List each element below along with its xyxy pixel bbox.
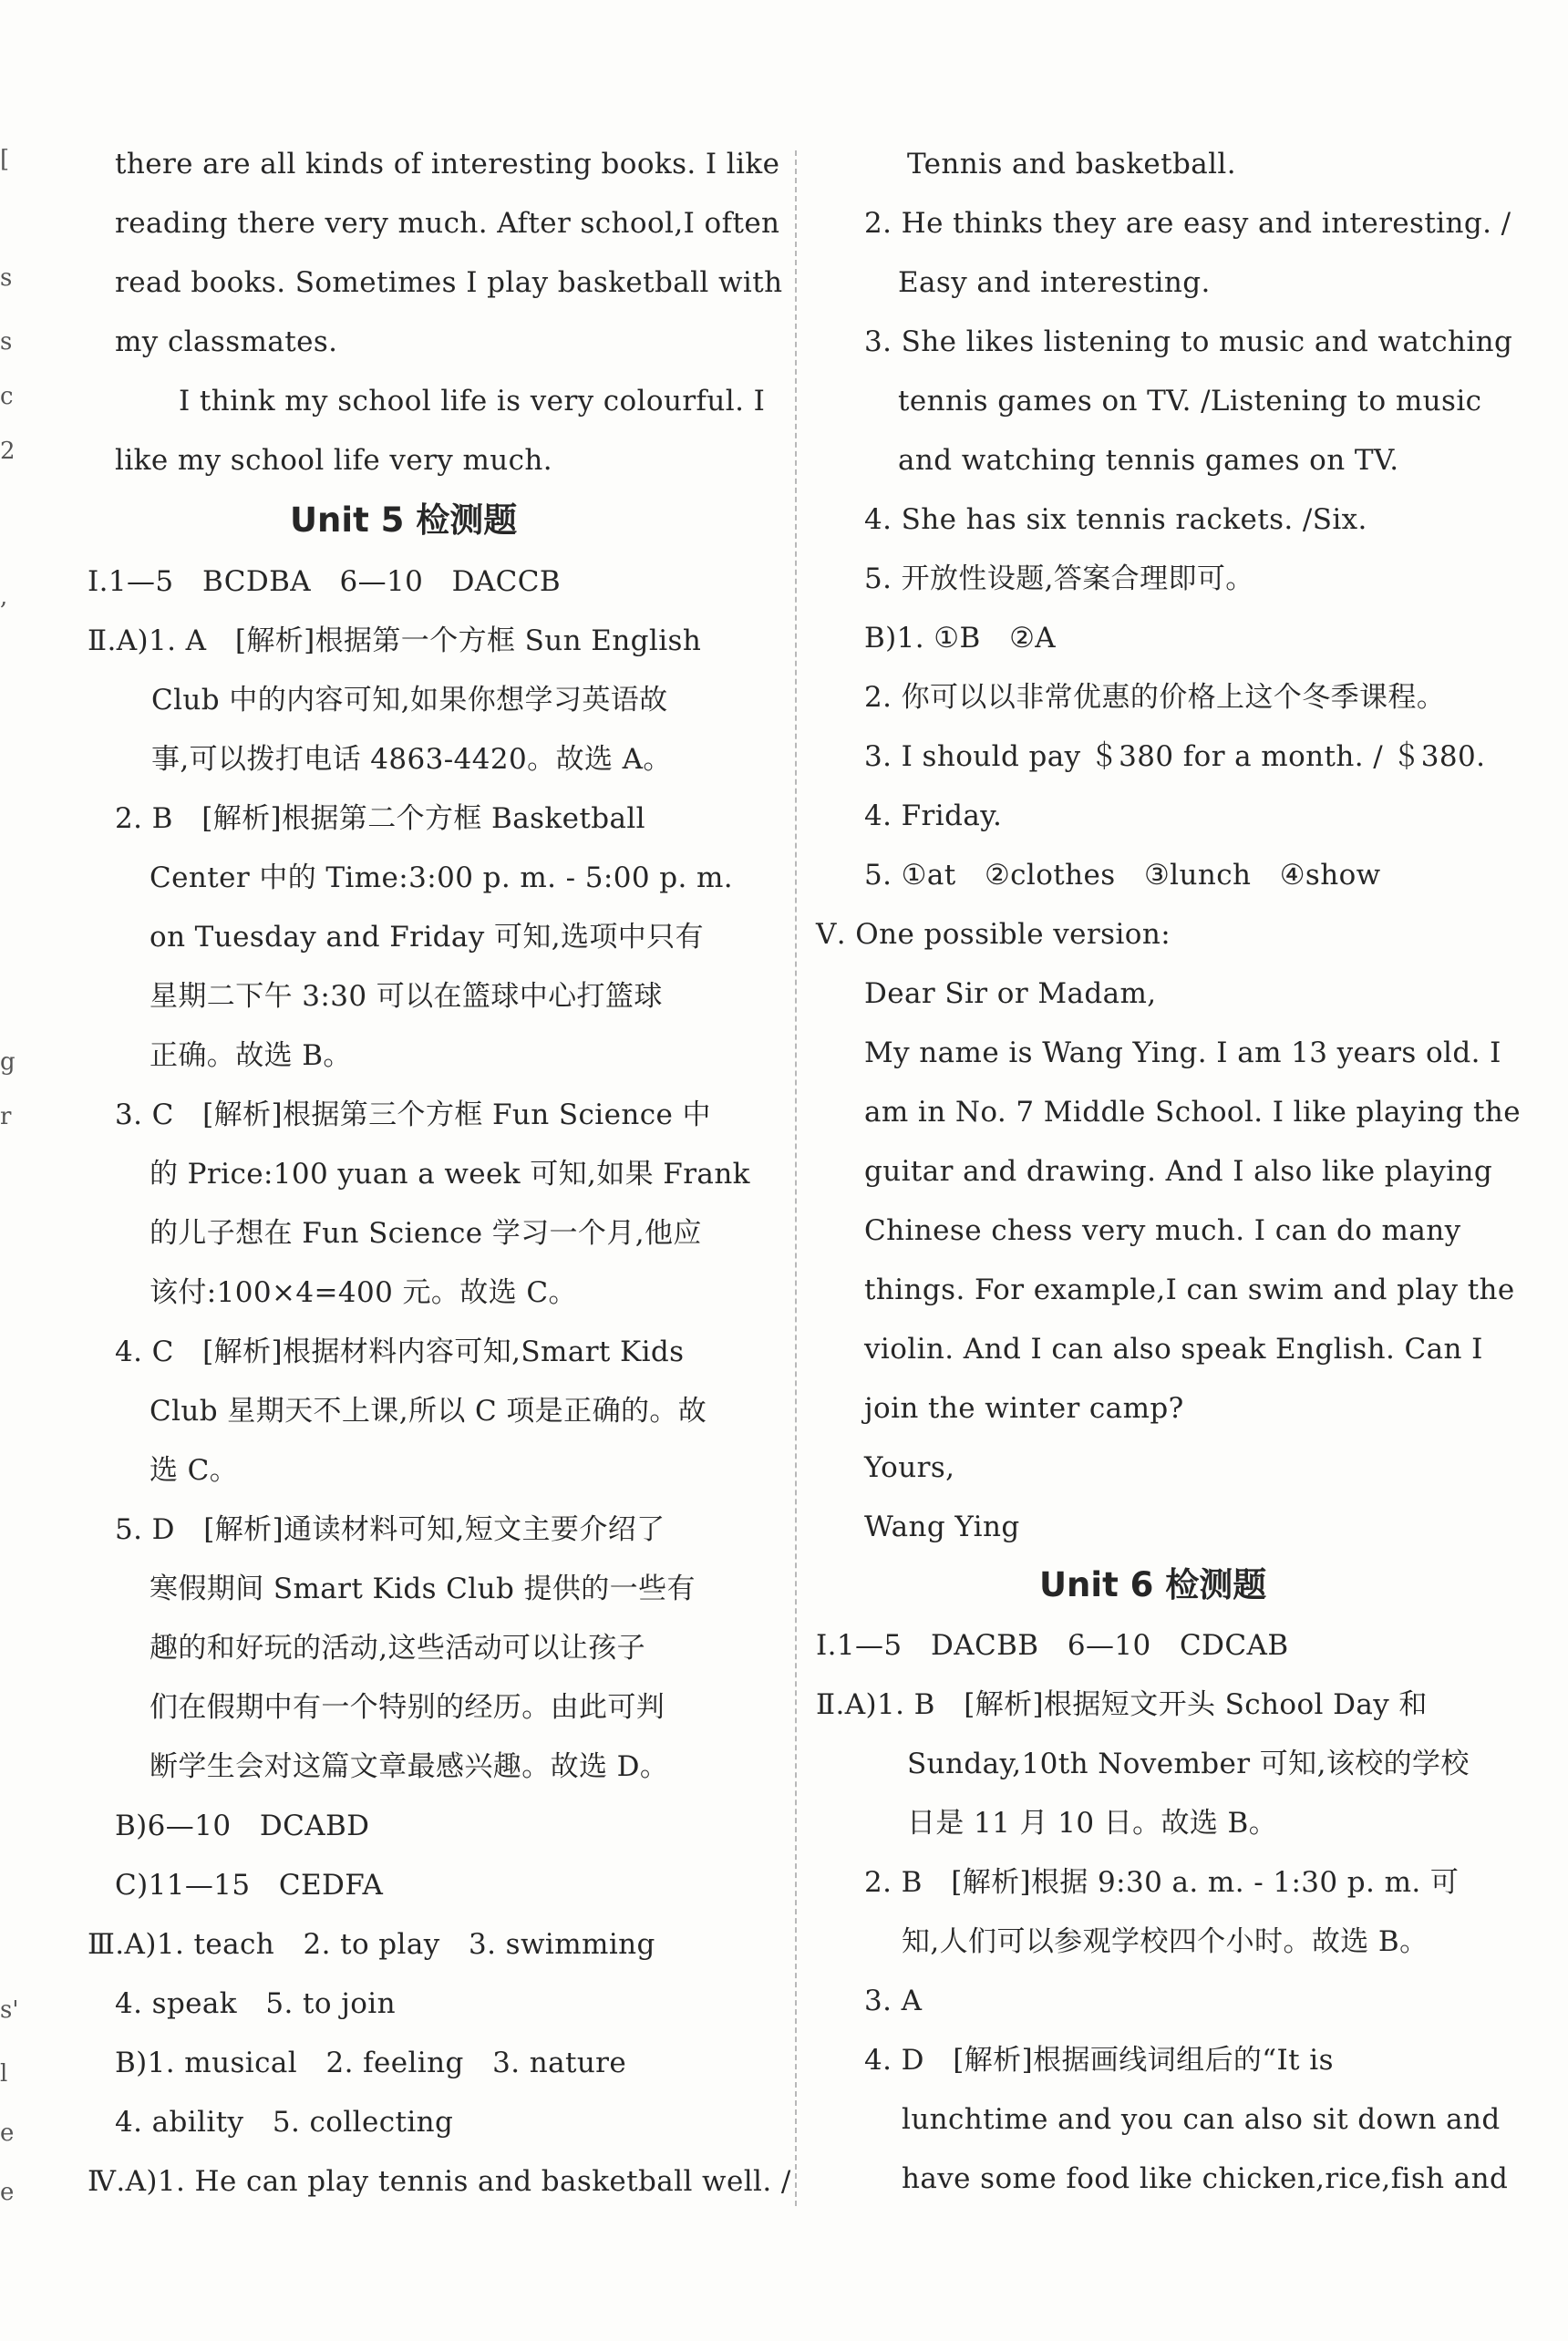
text-line: I think my school life is very colourful. I <box>179 385 766 418</box>
text-line: 断学生会对这篇文章最感兴趣。故选 D。 <box>150 1750 669 1783</box>
section-heading-unit5: Unit 5 检测题 <box>290 500 518 540</box>
text-line: 3. I should pay ＄380 for a month. / ＄380. <box>864 740 1486 773</box>
text-line: 2. B [解析]根据第二个方框 Basketball <box>115 802 645 835</box>
text-line: Sunday,10th November 可知,该校的学校 <box>907 1748 1470 1780</box>
text-line: 的 Price:100 yuan a week 可知,如果 Frank <box>150 1158 750 1191</box>
edge-glyph: l <box>0 2060 8 2088</box>
text-line: 选 C。 <box>150 1454 239 1487</box>
text-line: there are all kinds of interesting books. I like <box>115 148 780 180</box>
text-line: lunchtime and you can also sit down and <box>902 2103 1501 2136</box>
text-line: 2. B [解析]根据 9:30 a. m. - 1:30 p. m. 可 <box>864 1866 1460 1899</box>
text-line: Tennis and basketball. <box>907 148 1237 180</box>
text-line: Ⅱ.A)1. A [解析]根据第一个方框 Sun English <box>88 624 702 657</box>
text-line: Ⅰ.1—5 BCDBA 6—10 DACCB <box>88 565 562 598</box>
text-line: Club 中的内容可知,如果你想学习英语故 <box>151 684 668 717</box>
text-line: B)1. ①B ②A <box>864 622 1057 655</box>
text-line: 3. C [解析]根据第三个方框 Fun Science 中 <box>115 1098 711 1131</box>
text-line: guitar and drawing. And I also like playing <box>864 1155 1493 1188</box>
text-line: 4. D [解析]根据画线词组后的“It is <box>864 2044 1334 2077</box>
text-line: Chinese chess very much. I can do many <box>864 1214 1461 1247</box>
text-line: on Tuesday and Friday 可知,选项中只有 <box>150 921 705 954</box>
text-line: 5. ①at ②clothes ③lunch ④show <box>864 859 1381 892</box>
text-line: tennis games on TV. /Listening to music <box>898 385 1482 418</box>
text-line: things. For example,I can swim and play the <box>864 1274 1515 1306</box>
text-line: Club 星期天不上课,所以 C 项是正确的。故 <box>150 1395 707 1428</box>
text-line: Ⅲ.A)1. teach 2. to play 3. swimming <box>88 1928 655 1961</box>
text-line: and watching tennis games on TV. <box>898 444 1399 477</box>
column-divider <box>795 150 797 2206</box>
section-heading-unit6: Unit 6 检测题 <box>1039 1565 1267 1604</box>
text-line: Easy and interesting. <box>898 266 1211 299</box>
text-line: like my school life very much. <box>115 444 552 477</box>
edge-glyph: [ <box>0 146 10 173</box>
text-line: 们在假期中有一个特别的经历。由此可判 <box>150 1691 665 1724</box>
text-line: 4. ability 5. collecting <box>115 2106 454 2139</box>
edge-glyph: c <box>0 383 14 410</box>
text-line: 日是 11 月 10 日。故选 B。 <box>907 1807 1278 1840</box>
text-line: 4. Friday. <box>864 799 1003 832</box>
text-line: am in No. 7 Middle School. I like playing the <box>864 1096 1521 1129</box>
text-line: Center 中的 Time:3:00 p. m. - 5:00 p. m. <box>150 861 734 894</box>
text-line: B)1. musical 2. feeling 3. nature <box>115 2047 627 2079</box>
text-line: 的儿子想在 Fun Science 学习一个月,他应 <box>150 1217 702 1250</box>
text-line: Wang Ying <box>864 1511 1020 1543</box>
text-line: 寒假期间 Smart Kids Club 提供的一些有 <box>150 1573 696 1605</box>
text-line: 4. She has six tennis rackets. /Six. <box>864 503 1367 536</box>
text-line: have some food like chicken,rice,fish and <box>902 2162 1509 2195</box>
left-edge-fragments <box>0 0 19 2341</box>
text-line: 知,人们可以参观学校四个小时。故选 B。 <box>902 1925 1429 1958</box>
text-line: 3. She likes listening to music and watching <box>864 325 1513 358</box>
text-line: violin. And I can also speak English. Can I <box>864 1333 1483 1366</box>
text-line: 星期二下午 3:30 可以在篮球中心打篮球 <box>150 980 663 1013</box>
edge-glyph: 2 <box>0 438 15 465</box>
text-line: 事,可以拨打电话 4863-4420。故选 A。 <box>151 743 672 776</box>
text-line: Yours, <box>864 1451 955 1484</box>
edge-glyph: e <box>0 2119 15 2147</box>
text-line: 该付:100×4=400 元。故选 C。 <box>150 1276 577 1309</box>
text-line: 2. 你可以以非常优惠的价格上这个冬季课程。 <box>864 681 1446 714</box>
text-line: 趣的和好玩的活动,这些活动可以让孩子 <box>150 1632 646 1665</box>
text-line: 4. C [解析]根据材料内容可知,Smart Kids <box>115 1336 685 1368</box>
text-line: C)11—15 CEDFA <box>115 1869 384 1902</box>
edge-glyph: g <box>0 1048 15 1076</box>
text-line: reading there very much. After school,I often <box>115 207 780 240</box>
text-line: My name is Wang Ying. I am 13 years old. I <box>864 1036 1501 1069</box>
text-line: Dear Sir or Madam, <box>864 977 1157 1010</box>
text-line: Ⅴ. One possible version: <box>816 918 1171 951</box>
text-line: B)6—10 DCABD <box>115 1810 370 1842</box>
text-line: read books. Sometimes I play basketball with <box>115 266 783 299</box>
edge-glyph: , <box>0 583 8 611</box>
edge-glyph: s' <box>0 1996 19 2024</box>
edge-glyph: s <box>0 264 13 292</box>
text-line: Ⅱ.A)1. B [解析]根据短文开头 School Day 和 <box>816 1688 1428 1721</box>
text-line: 3. A <box>864 1985 923 2017</box>
edge-glyph: e <box>0 2179 15 2206</box>
text-line: Ⅰ.1—5 DACBB 6—10 CDCAB <box>816 1629 1289 1662</box>
text-line: 5. 开放性设题,答案合理即可。 <box>864 562 1254 595</box>
text-line: my classmates. <box>115 325 338 358</box>
text-line: 4. speak 5. to join <box>115 1987 396 2020</box>
text-line: 2. He thinks they are easy and interesting. / <box>864 207 1511 240</box>
text-line: 正确。故选 B。 <box>150 1039 352 1072</box>
text-line: Ⅳ.A)1. He can play tennis and basketball well. / <box>88 2165 791 2198</box>
edge-glyph: s <box>0 328 13 356</box>
text-line: 5. D [解析]通读材料可知,短文主要介绍了 <box>115 1513 665 1546</box>
edge-glyph: r <box>0 1103 12 1130</box>
text-line: join the winter camp? <box>864 1392 1184 1425</box>
